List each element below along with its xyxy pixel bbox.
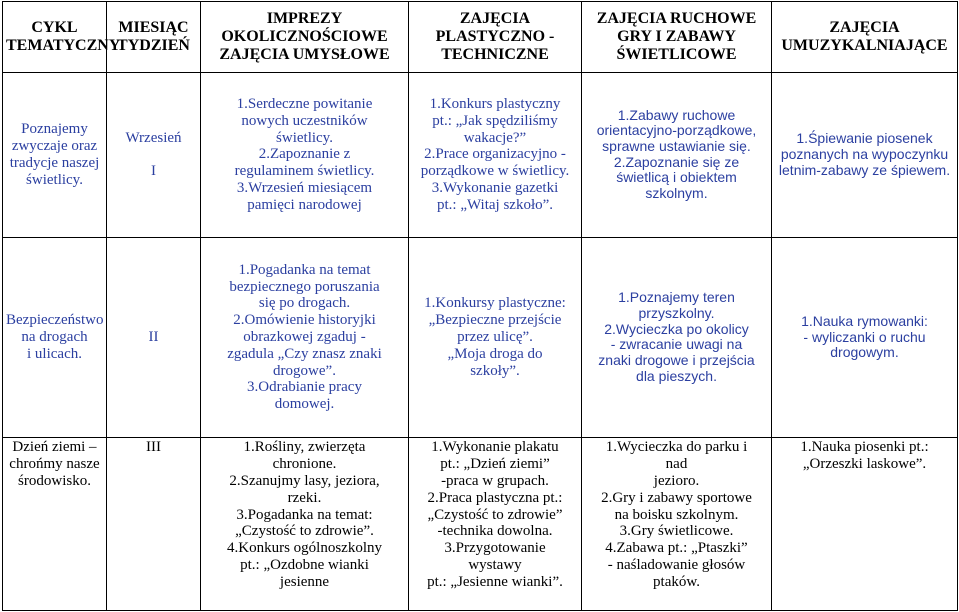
- text-line: „Orzeszki laskowe”.: [802, 456, 927, 473]
- text-line: drogowe”.: [273, 362, 336, 379]
- table-row: [3, 438, 958, 611]
- text-line: 3.Wykonanie gazetki: [431, 179, 559, 196]
- header-events: [201, 2, 409, 73]
- text-line: UMUZYKALNIAJĄCE: [781, 37, 948, 54]
- text-line: regulaminem świetlicy.: [234, 163, 375, 180]
- text-line: 3.Pogadanka na temat:: [236, 506, 373, 523]
- cell-music: [772, 438, 958, 611]
- text-line: i ulicach.: [27, 345, 82, 362]
- text-line: TYDZIEŃ: [117, 37, 190, 54]
- text-line: Poznajemy: [21, 121, 88, 138]
- text-line: znaki drogowe i przejścia: [598, 352, 755, 369]
- cell-art: [409, 73, 582, 238]
- text-line: TEMATYCZNY: [6, 37, 121, 54]
- cell-games: [582, 237, 772, 438]
- header-row: [3, 2, 958, 73]
- text-line: 2.Zapoznanie z: [258, 146, 351, 163]
- text-line: drogowym.: [830, 344, 899, 361]
- text-line: jezioro.: [653, 472, 700, 489]
- text-line: - naśladowanie głosów: [607, 556, 746, 573]
- text-line: -praca w grupach.: [441, 472, 549, 489]
- text-line: 4.Konkurs ogólnoszkolny: [227, 540, 382, 557]
- text-line: ŚWIETLICOWE: [616, 45, 737, 63]
- text-line: PLASTYCZNO -: [435, 28, 555, 46]
- text-line: dla pieszych.: [636, 367, 717, 384]
- cell-events: [201, 438, 409, 611]
- text-line: 3.Odrabianie pracy: [247, 379, 362, 396]
- text-line: porządkowe w świetlicy.: [420, 163, 570, 180]
- text-line: poznanych na wypoczynku: [780, 145, 949, 162]
- text-line: Dzień ziemi –: [12, 439, 97, 456]
- text-line: świetlicy.: [26, 171, 83, 188]
- text-line: 2.Omówienie historyjki: [233, 312, 376, 329]
- text-line: 1.Wycieczka do parku i: [605, 439, 748, 456]
- text-line: OKOLICZNOŚCIOWE: [221, 28, 388, 46]
- cell-events: [201, 73, 409, 238]
- text-line: II: [148, 329, 159, 346]
- text-line: chrońmy nasze: [9, 456, 100, 473]
- text-line: Wrzesień: [125, 129, 182, 146]
- text-line: pamięci narodowej: [247, 196, 362, 213]
- text-line: IMPREZY: [266, 10, 343, 28]
- text-line: na boisku szkolnym.: [614, 506, 739, 523]
- text-line: sprawne ustawianie się.: [602, 138, 751, 155]
- text-line: 1.Rośliny, zwierzęta: [243, 439, 366, 456]
- text-line: domowej.: [274, 396, 335, 413]
- text-line: ZAJĘCIA RUCHOWE: [596, 10, 757, 28]
- text-line: 2.Praca plastyczna pt.:: [427, 489, 563, 506]
- text-line: letnim-zabawy ze śpiewem.: [778, 161, 951, 178]
- text-line: 1.Śpiewanie piosenek: [796, 130, 933, 147]
- text-line: nad: [665, 456, 688, 473]
- header-music: [772, 2, 958, 73]
- text-line: „Moja droga do: [447, 345, 543, 362]
- text-line: świetlicy.: [276, 129, 333, 146]
- text-line: pt.: „Jak spędziliśmy: [432, 112, 558, 129]
- text-line: 2.Prace organizacyjno -: [424, 146, 566, 163]
- text-line: orientacyjno-porządkowe,: [596, 122, 757, 139]
- text-line: 4.Zabawa pt.: „Ptaszki”: [605, 540, 748, 557]
- text-line: przez ulicę”.: [457, 329, 533, 346]
- text-line: tradycje naszej: [9, 154, 100, 171]
- plan-table: [2, 1, 958, 611]
- text-line: środowisko.: [18, 472, 91, 489]
- text-line: 3.Przygotowanie: [444, 540, 546, 557]
- text-line: ZAJĘCIA: [829, 19, 900, 37]
- text-line: I: [151, 163, 156, 180]
- text-line: pt.: „Witaj szkoło”.: [436, 196, 554, 213]
- header-cycle: [3, 2, 121, 73]
- text-line: „Czystość to zdrowie”.: [235, 523, 374, 540]
- text-line: na drogach: [21, 329, 88, 346]
- text-line: -technika dowolna.: [437, 523, 553, 540]
- text-line: 1.Pogadanka na temat: [238, 261, 371, 278]
- text-line: GRY I ZABAWY: [617, 28, 736, 46]
- text-line: zgadula „Czy znasz znaki: [227, 345, 382, 362]
- text-line: 1.Zabawy ruchowe: [617, 106, 736, 123]
- text-line: obrazkowej zgaduj -: [243, 329, 366, 346]
- cell-cycle: [3, 73, 107, 238]
- text-line: jesienne: [279, 573, 330, 590]
- text-line: ZAJĘCIA UMYSŁOWE: [219, 45, 390, 63]
- cell-cycle: [3, 237, 107, 438]
- text-line: Bezpieczeństwo: [6, 312, 104, 329]
- text-line: 3.Wrzesień miesiącem: [236, 179, 373, 196]
- text-line: 3.Gry świetlicowe.: [619, 523, 734, 540]
- text-line: szkoły”.: [470, 362, 520, 379]
- cell-games: [582, 438, 772, 611]
- text-line: [110, 146, 197, 163]
- text-line: ptaków.: [653, 573, 700, 590]
- text-line: chronione.: [272, 456, 337, 473]
- cell-music: [772, 237, 958, 438]
- text-line: świetlicą i obiektem: [616, 169, 737, 186]
- cell-music: [772, 73, 958, 238]
- text-line: 1.Nauka piosenki pt.:: [800, 439, 929, 456]
- cell-month: [107, 237, 201, 438]
- header-games: [582, 2, 772, 73]
- text-line: 1.Poznajemy teren: [618, 289, 735, 306]
- header-month: [107, 2, 201, 73]
- text-line: - zwracanie uwagi na: [610, 336, 743, 353]
- text-line: 1.Konkurs plastyczny: [429, 95, 561, 112]
- cell-art: [409, 438, 582, 611]
- text-line: III: [146, 439, 161, 456]
- text-line: zwyczaje oraz: [11, 137, 98, 154]
- cell-art: [409, 237, 582, 438]
- cell-month: [107, 438, 201, 611]
- text-line: pt.: „Dzień ziemi”: [440, 456, 550, 473]
- text-line: 2.Gry i zabawy sportowe: [601, 489, 752, 506]
- text-line: pt.: „Ozdobne wianki: [240, 556, 369, 573]
- text-line: 1.Nauka rymowanki:: [801, 312, 928, 329]
- text-line: wakacje?”: [463, 129, 527, 146]
- text-line: 2.Wycieczka po okolicy: [604, 320, 749, 337]
- text-line: CYKL: [31, 19, 78, 37]
- table-row: [3, 73, 958, 238]
- text-line: 1.Serdeczne powitanie: [236, 95, 373, 112]
- text-line: 2.Zapoznanie się ze: [613, 153, 740, 170]
- text-line: wystawy: [468, 556, 522, 573]
- text-line: MIESIĄC: [118, 19, 189, 37]
- cell-cycle: [3, 438, 107, 611]
- text-line: rzeki.: [287, 489, 322, 506]
- cell-events: [201, 237, 409, 438]
- text-line: „Bezpieczne przejście: [428, 312, 562, 329]
- text-line: „Czystość to zdrowie”: [427, 506, 563, 523]
- text-line: TECHNICZNE: [441, 45, 549, 63]
- text-line: 2.Szanujmy lasy, jeziora,: [229, 472, 380, 489]
- text-line: pt.: „Jesienne wianki”.: [427, 573, 563, 590]
- cell-games: [582, 73, 772, 238]
- header-art: [409, 2, 582, 73]
- text-line: 1.Wykonanie plakatu: [431, 439, 559, 456]
- text-line: szkolnym.: [645, 185, 708, 202]
- text-line: nowych uczestników: [241, 112, 368, 129]
- text-line: - wyliczanki o ruchu: [803, 328, 926, 345]
- text-line: bezpiecznego poruszania: [229, 278, 380, 295]
- text-line: ZAJĘCIA: [459, 10, 531, 28]
- text-line: 1.Konkursy plastyczne:: [424, 295, 566, 312]
- cell-month: [107, 73, 201, 238]
- table-row: [3, 237, 958, 438]
- text-line: się po drogach.: [258, 295, 351, 312]
- text-line: przyszkolny.: [638, 305, 715, 322]
